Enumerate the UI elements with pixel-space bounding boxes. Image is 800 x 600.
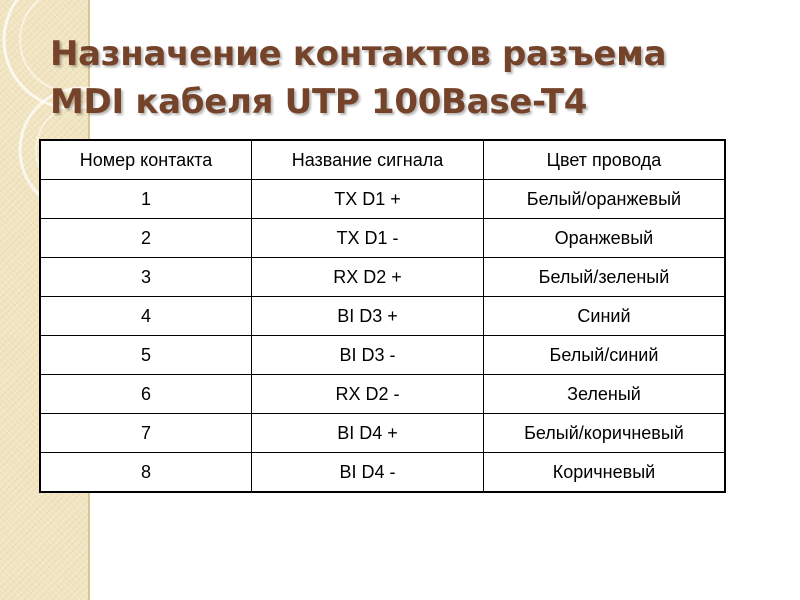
slide-title-line-1: Назначение контактов разъема — [50, 34, 667, 74]
pin-number-cell: 6 — [40, 375, 252, 414]
header-row — [40, 140, 725, 180]
wire-color-cell: Синий — [483, 297, 725, 336]
pin-number-cell: 5 — [40, 336, 252, 375]
wire-color-cell: Зеленый — [483, 375, 725, 414]
pin-number-cell: 8 — [40, 453, 252, 493]
signal-name-cell: TX D1 + — [252, 180, 484, 219]
pin-number-cell: 4 — [40, 297, 252, 336]
table-row — [40, 336, 725, 375]
signal-name-cell: BI D4 + — [252, 414, 484, 453]
table-row — [40, 219, 725, 258]
table-header — [40, 140, 725, 180]
pin-number-cell: 2 — [40, 219, 252, 258]
signal-name-cell: BI D3 - — [252, 336, 484, 375]
signal-name-cell: BI D3 + — [252, 297, 484, 336]
signal-name-cell: TX D1 - — [252, 219, 484, 258]
wire-color-cell: Белый/коричневый — [483, 414, 725, 453]
slide-title — [50, 30, 750, 126]
wire-color-cell: Коричневый — [483, 453, 725, 493]
header-pin-number: Номер контакта — [40, 140, 252, 180]
pin-number-cell: 1 — [40, 180, 252, 219]
pin-number-cell: 7 — [40, 414, 252, 453]
table-row — [40, 414, 725, 453]
wire-color-cell: Белый/оранжевый — [483, 180, 725, 219]
table-row — [40, 297, 725, 336]
header-signal-name: Название сигнала — [252, 140, 484, 180]
signal-name-cell: RX D2 + — [252, 258, 484, 297]
table-row — [40, 375, 725, 414]
table-row — [40, 453, 725, 493]
wire-color-cell: Белый/зеленый — [483, 258, 725, 297]
header-wire-color: Цвет провода — [483, 140, 725, 180]
pin-number-cell: 3 — [40, 258, 252, 297]
wire-color-cell: Оранжевый — [483, 219, 725, 258]
signal-name-cell: BI D4 - — [252, 453, 484, 493]
signal-name-cell: RX D2 - — [252, 375, 484, 414]
table-row — [40, 258, 725, 297]
table-row — [40, 180, 725, 219]
slide-title-line-2: MDI кабеля UTP 100Base-T4 — [50, 82, 588, 122]
wire-color-cell: Белый/синий — [483, 336, 725, 375]
table-body — [40, 180, 725, 493]
pin-assignment-table — [39, 139, 726, 493]
